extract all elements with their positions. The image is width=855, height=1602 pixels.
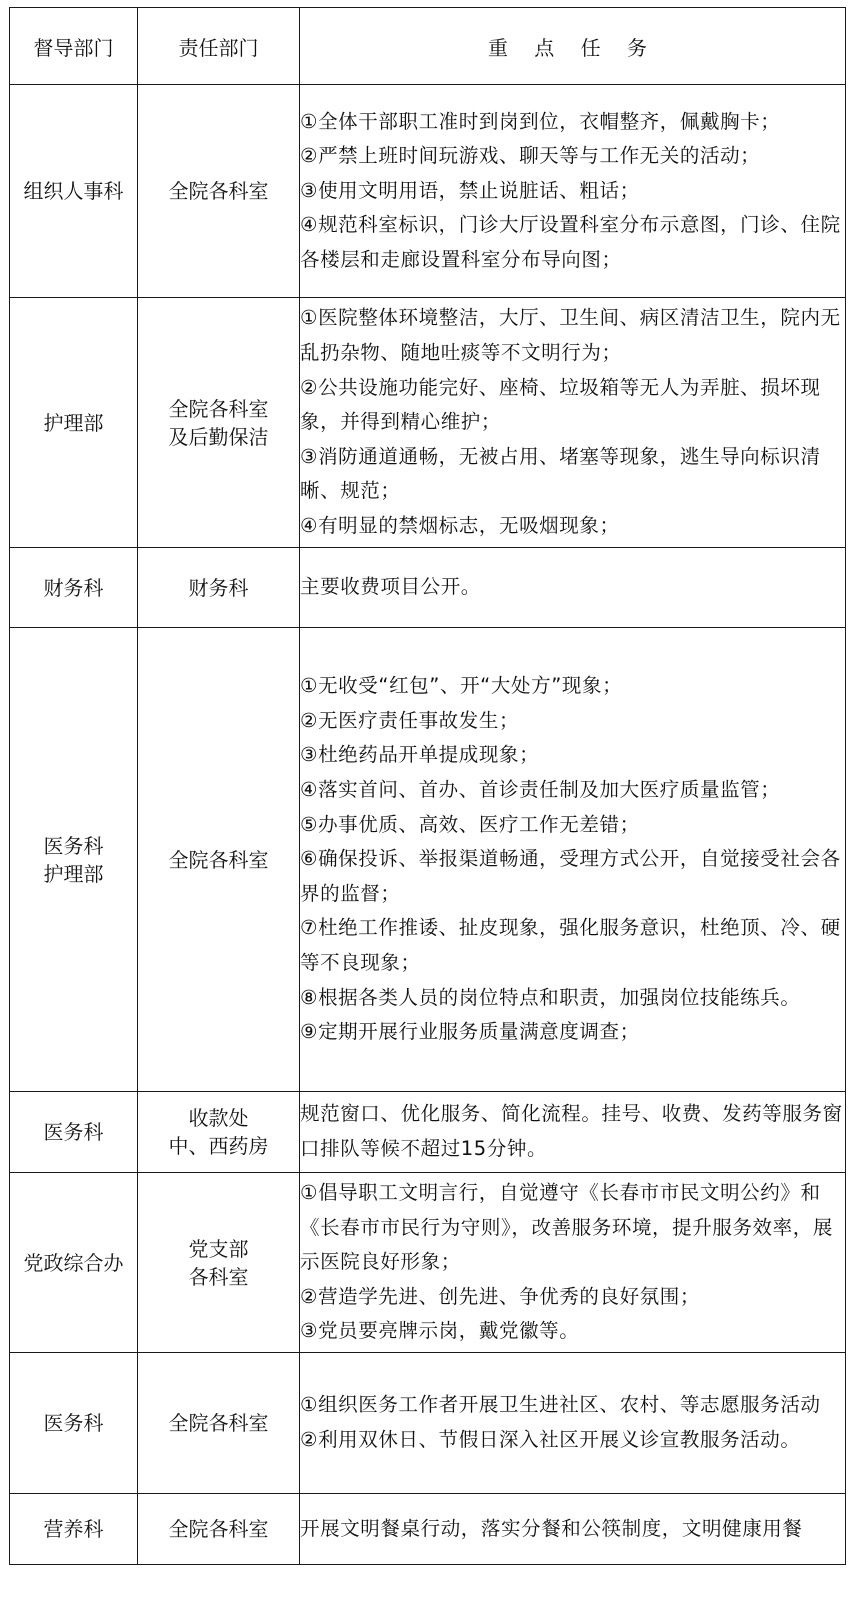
responsible-dept: 全院各科室 [168, 847, 269, 872]
responsible-cell [138, 1494, 300, 1565]
supervisor-dept: 医务科 [43, 1411, 104, 1435]
header-supervisor: 督导部门 [10, 8, 138, 85]
supervisor-cell [10, 298, 138, 548]
task-table [9, 7, 846, 1565]
responsible-dept: 各科室 [188, 1264, 249, 1289]
responsible-dept: 全院各科室 [168, 1517, 269, 1541]
task-item: 规范窗口、优化服务、简化流程。挂号、收费、发药等服务窗口排队等候不超过15分钟。 [300, 1102, 843, 1160]
responsible-dept: 全院各科室 [168, 1411, 269, 1435]
task-item: 主要收费项目公开。 [300, 575, 481, 599]
supervisor-cell [10, 548, 138, 628]
responsible-cell [138, 548, 300, 628]
task-item: ④规范科室标识，门诊大厅设置科室分布示意图，门诊、住院各楼层和走廊设置科室分布导向图； [300, 213, 841, 271]
task-item: ②无医疗责任事故发生； [300, 708, 520, 732]
supervisor-dept: 营养科 [43, 1517, 104, 1541]
task-item: ②公共设施功能完好、座椅、垃圾箱等无人为弄脏、损坏现象，并得到精心维护； [300, 375, 821, 434]
task-item: 开展文明餐桌行动，落实分餐和公筷制度，文明健康用餐 [300, 1516, 803, 1540]
table-row [10, 628, 846, 1092]
table-row [10, 1173, 846, 1353]
responsible-cell [138, 1092, 300, 1173]
task-item: ①倡导职工文明言行，自觉遵守《长春市市民文明公约》和《长春市市民行为守则》，改善服务环境，提升服务效率，展示医院良好形象； [300, 1181, 833, 1274]
task-item: ②利用双休日、节假日深入社区开展义诊宣教服务活动。 [300, 1428, 801, 1451]
responsible-cell [138, 298, 300, 548]
responsible-dept: 及后勤保洁 [168, 424, 269, 449]
supervisor-dept: 护理部 [43, 410, 104, 435]
supervisor-dept: 财务科 [43, 575, 104, 600]
supervisor-cell [10, 1353, 138, 1494]
task-item: ①无收受“红包”、开“大处方”现象； [300, 674, 623, 698]
tasks-cell [300, 298, 846, 548]
responsible-dept: 财务科 [188, 575, 249, 600]
table-row [10, 1494, 846, 1565]
task-item: ⑨定期开展行业服务质量满意度调查； [300, 1020, 640, 1044]
task-item: ③消防通道通畅，无被占用、堵塞等现象，逃生导向标识清晰、规范； [300, 444, 821, 503]
task-item: ②营造学先进、创先进、争优秀的良好氛围； [300, 1284, 700, 1308]
table-row [10, 298, 846, 548]
table-body [10, 85, 846, 1565]
responsible-cell [138, 1173, 300, 1353]
task-item: ④落实首问、首办、首诊责任制及加大医疗质量监管； [300, 778, 781, 802]
responsible-dept: 全院各科室 [168, 396, 269, 421]
supervisor-cell [10, 85, 138, 298]
responsible-dept: 全院各科室 [168, 179, 269, 203]
supervisor-dept: 党政综合办 [23, 1250, 124, 1275]
supervisor-dept: 护理部 [43, 861, 104, 886]
header-responsible: 责任部门 [138, 8, 300, 85]
task-item: ①医院整体环境整洁，大厅、卫生间、病区清洁卫生，院内无乱扔杂物、随地吐痰等不文明行为； [300, 306, 841, 365]
task-item: ⑧根据各类人员的岗位特点和职责，加强岗位技能练兵。 [300, 985, 801, 1009]
table-header-row [10, 8, 846, 85]
task-item: ⑦杜绝工作推诿、扯皮现象，强化服务意识，杜绝顶、冷、硬等不良现象； [300, 916, 841, 974]
header-tasks: 重 点 任 务 [300, 8, 846, 85]
table-row [10, 85, 846, 298]
tasks-cell [300, 548, 846, 628]
tasks-cell [300, 1494, 846, 1565]
task-item: ③使用文明用语，禁止说脏话、粗话； [300, 178, 640, 202]
supervisor-dept: 医务科 [43, 1120, 104, 1144]
supervisor-cell [10, 1494, 138, 1565]
task-item: ①组织医务工作者开展卫生进社区、农村、等志愿服务活动 [300, 1393, 821, 1417]
tasks-cell [300, 85, 846, 298]
responsible-dept: 收款处 [188, 1106, 249, 1130]
supervisor-cell [10, 628, 138, 1092]
responsible-cell [138, 85, 300, 298]
supervisor-cell [10, 1173, 138, 1353]
table-row [10, 548, 846, 628]
task-item: ⑤办事优质、高效、医疗工作无差错； [300, 812, 640, 836]
supervisor-cell [10, 1092, 138, 1173]
tasks-cell [300, 1173, 846, 1353]
task-item: ③杜绝药品开单提成现象； [300, 743, 540, 767]
task-item: ②严禁上班时间玩游戏、聊天等与工作无关的活动； [300, 144, 761, 168]
supervisor-dept: 组织人事科 [23, 179, 124, 203]
responsible-dept: 党支部 [188, 1236, 249, 1261]
tasks-cell [300, 1092, 846, 1173]
task-item: ④有明显的禁烟标志，无吸烟现象； [300, 513, 620, 537]
responsible-cell [138, 628, 300, 1092]
responsible-dept: 中、西药房 [168, 1134, 269, 1158]
table-row [10, 1353, 846, 1494]
table-row [10, 1092, 846, 1173]
task-item: ①全体干部职工准时到岗到位，衣帽整齐，佩戴胸卡； [300, 109, 781, 133]
task-item: ⑥确保投诉、举报渠道畅通，受理方式公开，自觉接受社会各界的监督； [300, 847, 841, 905]
responsible-cell [138, 1353, 300, 1494]
tasks-cell [300, 628, 846, 1092]
task-item: ③党员要亮牌示岗，戴党徽等。 [300, 1319, 580, 1343]
supervisor-dept: 医务科 [43, 833, 104, 858]
tasks-cell [300, 1353, 846, 1494]
